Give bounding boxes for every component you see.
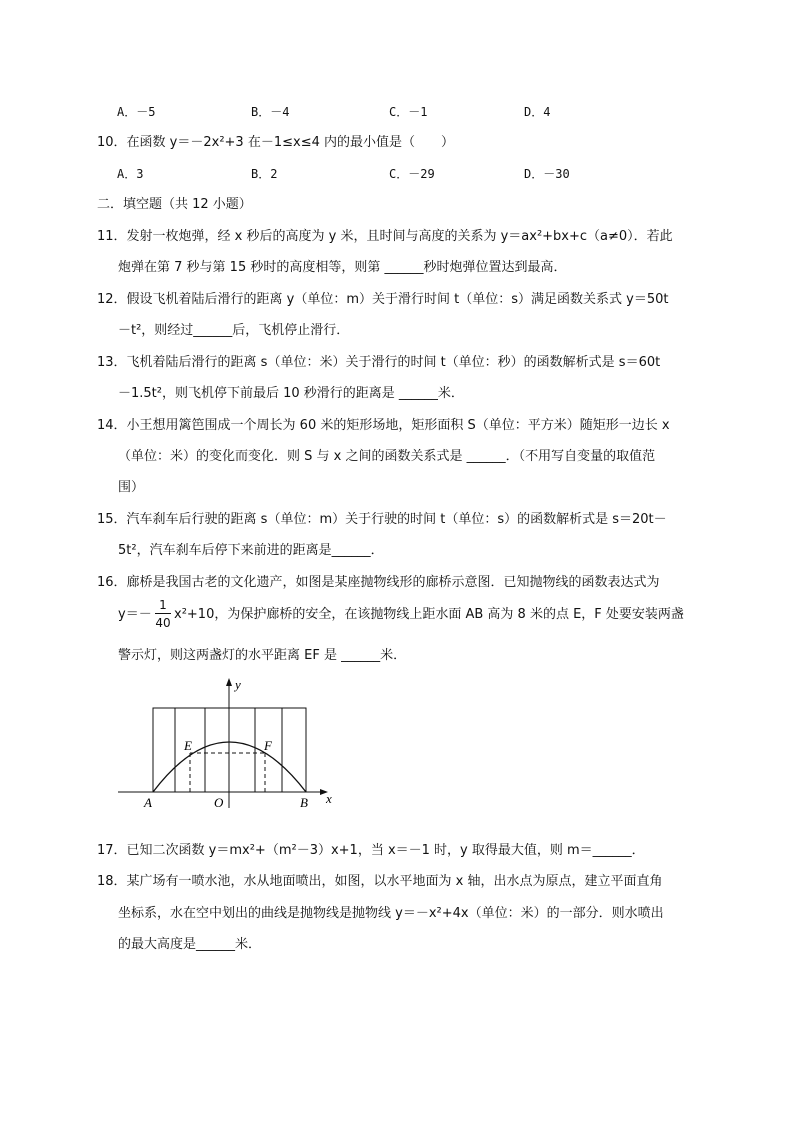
q15-line-2: 5t²，汽车刹车后停下来前进的距离是______． [118,543,384,558]
q16-line-1: 16．廊桥是我国古老的文化遗产，如图是某座抛物线形的廊桥示意图．已知抛物线的函数表达式为 [97,575,660,590]
q10-option-b: B．2 [251,167,278,181]
label-x: x [326,791,332,806]
label-a: A [144,795,152,810]
q11-line-2: 炮弹在第 7 秒与第 15 秒时的高度相等，则第 ______秒时炮弹位置达到最高． [118,260,567,275]
q14-line-1: 14．小王想用篱笆围成一个周长为 60 米的矩形场地，矩形面积 S（单位：平方米）随矩形一边长 x [97,418,670,433]
label-b: B [300,795,308,810]
q12-line-1: 12．假设飞机着陆后滑行的距离 y（单位：m）关于滑行时间 t（单位：s）满足函数关系式 y＝50t [97,292,669,307]
q16-line-2-prefix: y＝－ [118,607,152,622]
y-axis-arrow [226,678,232,686]
q16-line-2-suffix: x²+10，为保护廊桥的安全，在该抛物线上距水面 AB 高为 8 米的点 E，F 处要安装两盏 [174,607,684,622]
fraction-bar [155,613,171,614]
q14-line-3: 围） [118,480,145,495]
q15-line-1: 15．汽车刹车后行驶的距离 s（单位：m）关于行驶的时间 t（单位：s）的函数解析式是 s＝20t－ [97,512,667,527]
q10-option-a: A．3 [117,167,144,181]
q10-option-c: C．－29 [389,167,435,181]
q16-line-3: 警示灯，则这两盏灯的水平距离 EF 是 ______米． [118,648,407,663]
fraction-denominator: 40 [155,616,171,630]
q14-line-2: （单位：米）的变化而变化．则 S 与 x 之间的函数关系式是 ______．（不用写自变量的取值范 [118,449,656,464]
q18-line-1: 18．某广场有一喷水池，水从地面喷出，如图，以水平地面为 x 轴，出水点为原点，建立平面直角 [97,874,663,889]
q11-line-1: 11．发射一枚炮弹，经 x 秒后的高度为 y 米，且时间与高度的关系为 y＝ax²+bx+c（a≠0）．若此 [97,229,673,244]
q18-line-3: 的最大高度是______米． [118,937,262,952]
q9-option-d: D．4 [524,105,551,119]
q17-line: 17．已知二次函数 y＝mx²+（m²－3）x+1，当 x＝－1 时，y 取得最大值，则 m＝______． [97,843,645,858]
q10-stem: 10．在函数 y＝－2x²+3 在－1≤x≤4 内的最小值是（ ） [97,135,454,150]
q9-option-b: B．－4 [251,105,290,119]
q9-option-a: A．－5 [117,105,156,119]
label-e: E [184,738,192,753]
q12-line-2: －t²，则经过______后，飞机停止滑行． [118,323,350,338]
q13-line-1: 13．飞机着陆后滑行的距离 s（单位：米）关于滑行的时间 t（单位：秒）的函数解析式是 s＝60t [97,355,661,370]
fraction-numerator: 1 [159,598,167,612]
bridge-figure [110,672,350,812]
section-title: 二．填空题（共 12 小题） [97,197,252,212]
label-y: y [235,677,241,692]
q18-line-2: 坐标系，水在空中划出的曲线是抛物线是抛物线 y＝－x²+4x（单位：米）的一部分．则水喷出 [118,906,664,921]
label-f: F [264,738,272,753]
q10-option-d: D．－30 [524,167,570,181]
label-o: O [214,795,224,810]
q13-line-2: －1.5t²，则飞机停下前最后 10 秒滑行的距离是 ______米． [118,386,464,401]
q9-option-c: C．－1 [389,105,428,119]
